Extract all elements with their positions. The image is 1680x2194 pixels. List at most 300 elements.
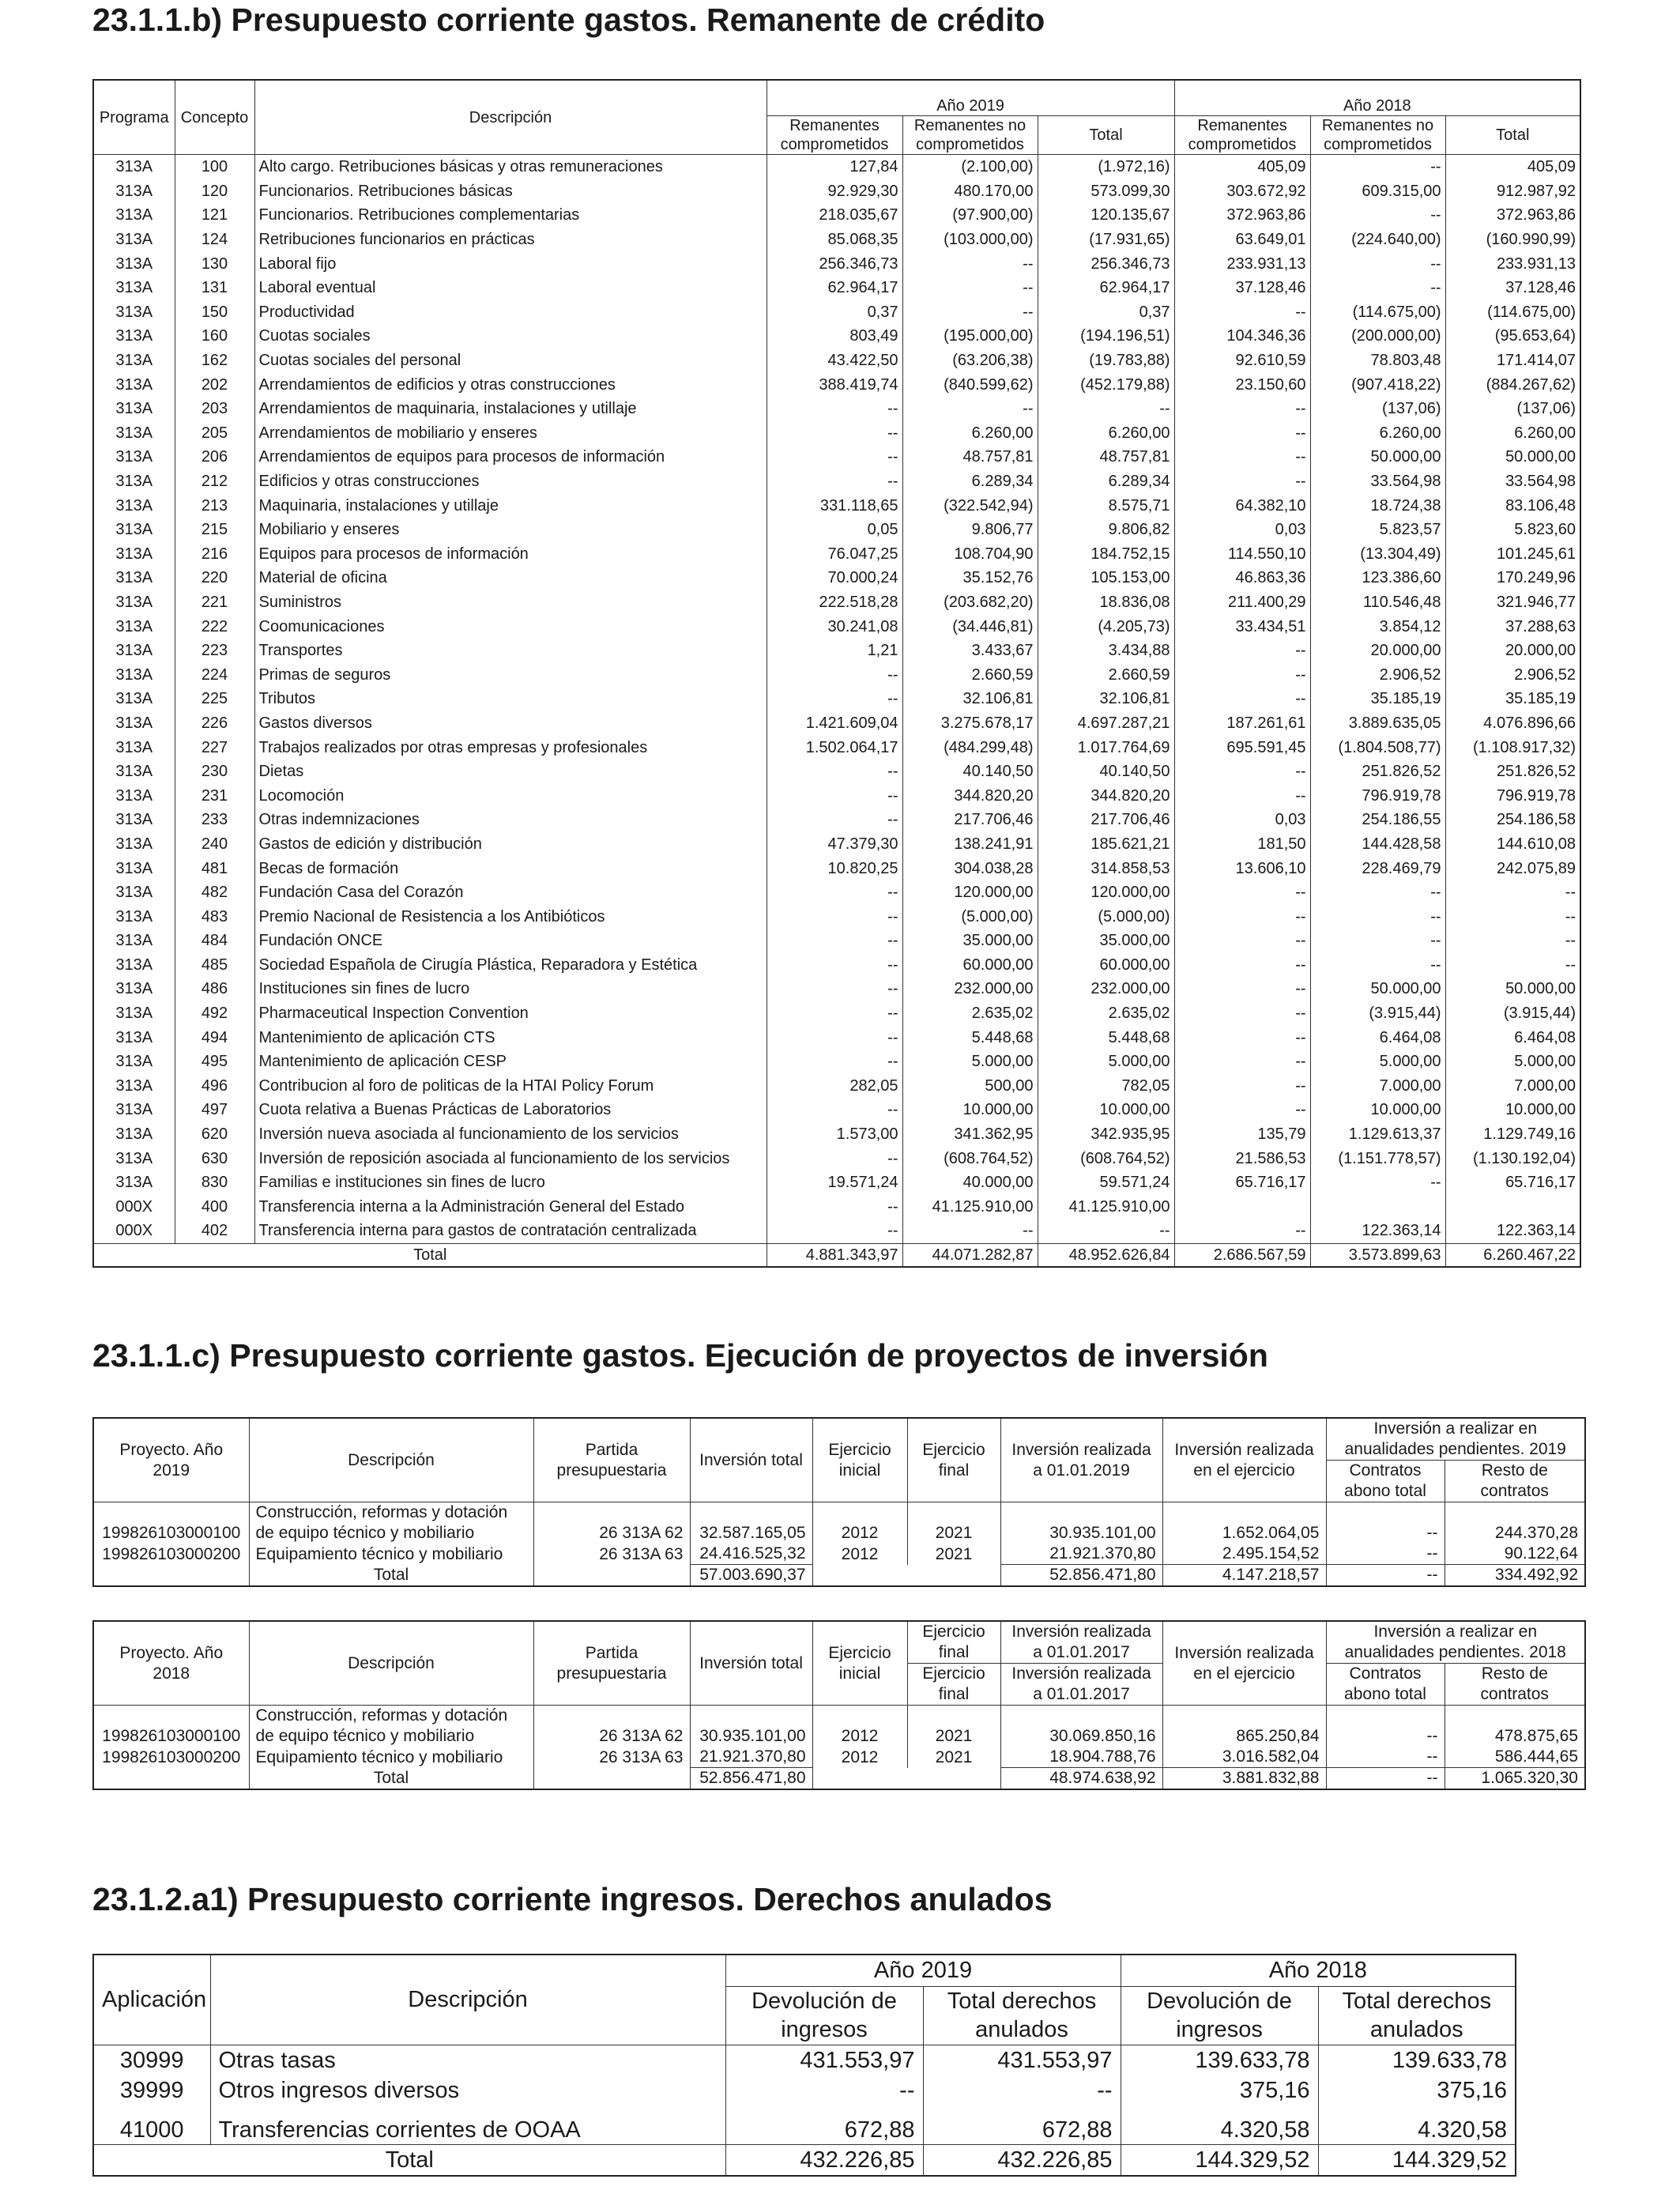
descripcion-cell: Cuotas sociales del personal	[254, 349, 767, 373]
total-realizada-a: 48.974.638,92	[1000, 1768, 1162, 1790]
header-total-anulados-2018: Total derechos anulados	[1318, 1986, 1516, 2045]
programa-cell: 313A	[115, 231, 153, 249]
total-2019-cell: 184.752,15	[1038, 542, 1174, 567]
header-ejercicio-inicial: Ejercicio inicial	[812, 1621, 907, 1706]
total-2018-cell: --	[1445, 904, 1580, 929]
descripcion-cell: Transferencia interna para gastos de contratación centralizada	[254, 1219, 767, 1243]
rem-comp-2019-cell: 62.964,17	[767, 276, 902, 300]
rem-comp-2019-cell: 331.118,65	[767, 493, 902, 518]
total-2019-cell: 5.000,00	[1038, 1050, 1174, 1074]
programa-cell: 313A	[115, 1149, 153, 1167]
descripcion-cell: Gastos de edición y distribución	[254, 832, 767, 857]
rem-no-comp-2019-cell: 40.000,00	[902, 1171, 1038, 1195]
total-2018-cell: 144.610,08	[1445, 832, 1580, 857]
rem-no-comp-2019-cell: 500,00	[902, 1074, 1038, 1099]
header-a-realizar: Inversión a realizar en anualidades pendientes. 2019	[1326, 1418, 1585, 1461]
partida-cell: 26 313A 63	[533, 1747, 690, 1768]
rem-comp-2019-cell: 10.820,25	[767, 856, 902, 880]
rem-comp-2018-cell: --	[1174, 1025, 1310, 1050]
devolucion-2019-cell: 672,88	[725, 2105, 923, 2144]
table-row	[93, 977, 1580, 1001]
total-2019-cell: 48.757,81	[1038, 445, 1174, 469]
concepto-cell: 203	[175, 397, 254, 421]
programa-cell: 313A	[115, 1076, 153, 1095]
concepto-cell: 223	[175, 639, 254, 663]
table-row	[93, 735, 1580, 760]
total-2018-cell: 233.931,13	[1445, 251, 1580, 276]
rem-no-comp-2018-cell: --	[1310, 1171, 1445, 1195]
rem-comp-2019-cell: --	[767, 421, 902, 446]
total-anulados-2019-cell: 431.553,97	[923, 2045, 1121, 2075]
programa-cell: 000X	[115, 1222, 153, 1240]
rem-no-comp-2019-cell: (840.599,62)	[902, 372, 1038, 397]
header-descripcion: Descripción	[210, 1955, 725, 2045]
programa-cell: 313A	[115, 932, 153, 950]
header-proyecto: Proyecto. Año 2018	[93, 1621, 249, 1706]
devolucion-2019-cell: 431.553,97	[725, 2045, 923, 2075]
total-2018-cell: 122.363,14	[1445, 1219, 1580, 1243]
rem-no-comp-2019-cell: 2.660,59	[902, 662, 1038, 687]
rem-no-comp-2018-cell: (1.804.508,77)	[1310, 735, 1445, 760]
realizada-ejercicio-cell: 865.250,84	[1162, 1706, 1326, 1747]
partida-cell: 26 313A 62	[533, 1706, 690, 1747]
concepto-cell: 131	[175, 276, 254, 300]
total-resto-contratos: 334.492,92	[1445, 1565, 1585, 1587]
header-year-2019: Año 2019	[725, 1955, 1121, 1986]
total-2019-cell: 0,37	[1038, 300, 1174, 325]
programa-cell: 313A	[115, 786, 153, 805]
rem-comp-2018-cell: 114.550,10	[1174, 542, 1310, 567]
total-2019-cell: (4.205,73)	[1038, 614, 1174, 639]
total-2018-cell: 20.000,00	[1445, 639, 1580, 663]
descripcion-cell: Arrendamientos de edificios y otras construcciones	[254, 372, 767, 397]
rem-comp-2018-cell: 63.649,01	[1174, 228, 1310, 252]
rem-no-comp-2018-cell: 6.260,00	[1310, 421, 1445, 446]
descripcion-cell: Premio Nacional de Resistencia a los Antibióticos	[254, 904, 767, 929]
total-2018-cell: (1.130.192,04)	[1445, 1146, 1580, 1171]
total-realizada-ejercicio: 4.147.218,57	[1162, 1565, 1326, 1587]
table-row	[93, 1747, 1585, 1768]
rem-no-comp-2018-cell: 3.889.635,05	[1310, 711, 1445, 736]
concepto-cell: 224	[175, 662, 254, 687]
rem-no-comp-2019-cell: (203.682,20)	[902, 590, 1038, 615]
header-rem-no-comp-2019: Remanentes no comprometidos	[902, 116, 1038, 155]
programa-cell: 313A	[115, 545, 153, 563]
total-2018-cell: 35.185,19	[1445, 687, 1580, 711]
table-row	[93, 1502, 1585, 1544]
rem-comp-2018-cell: --	[1174, 783, 1310, 808]
total-cell: 6.260.467,22	[1445, 1243, 1580, 1267]
rem-no-comp-2019-cell: --	[902, 397, 1038, 421]
descripcion-cell: Trabajos realizados por otras empresas y profesionales	[254, 735, 767, 760]
programa-cell: 313A	[115, 375, 153, 394]
table-row	[93, 518, 1580, 542]
table-row	[93, 856, 1580, 880]
table-row	[93, 1171, 1580, 1195]
table-row	[93, 1544, 1585, 1565]
total-2018-cell: (95.653,64)	[1445, 324, 1580, 349]
concepto-cell: 484	[175, 929, 254, 953]
rem-comp-2018-cell: --	[1174, 904, 1310, 929]
total-2019-cell: 105.153,00	[1038, 566, 1174, 590]
table-row	[93, 469, 1580, 494]
inversion-total-cell: 24.416.525,32	[690, 1544, 812, 1565]
concepto-cell: 215	[175, 518, 254, 542]
concepto-cell: 130	[175, 251, 254, 276]
programa-cell: 313A	[115, 158, 153, 176]
realizada-a-cell: 30.935.101,00	[1000, 1502, 1162, 1544]
rem-comp-2019-cell: --	[767, 397, 902, 421]
programa-cell: 313A	[115, 182, 153, 200]
rem-no-comp-2018-cell: (13.304,49)	[1310, 542, 1445, 567]
table-row	[93, 566, 1580, 590]
rem-no-comp-2018-cell: 254.186,55	[1310, 808, 1445, 832]
header-realizada-a: Inversión realizada a 01.01.2017	[1000, 1664, 1162, 1706]
concepto-cell: 120	[175, 179, 254, 204]
rem-no-comp-2018-cell: (224.640,00)	[1310, 228, 1445, 252]
total-row	[93, 1565, 1585, 1587]
header-descripcion: Descripción	[249, 1621, 533, 1706]
table-row	[93, 1050, 1580, 1074]
rem-no-comp-2018-cell: 110.546,48	[1310, 590, 1445, 615]
remanente-rows	[93, 155, 1580, 1244]
descripcion-cell: Otras tasas	[210, 2045, 725, 2075]
table-row	[93, 880, 1580, 905]
header-proyecto: Proyecto. Año 2019	[93, 1418, 249, 1502]
programa-cell: 313A	[115, 763, 153, 781]
total-2019-cell: 3.434,88	[1038, 639, 1174, 663]
concepto-cell: 124	[175, 228, 254, 252]
rem-no-comp-2019-cell: 344.820,20	[902, 783, 1038, 808]
proyectos-2019-table	[92, 1417, 1586, 1587]
total-2018-cell: 50.000,00	[1445, 977, 1580, 1001]
header-devolucion-2019: Devolución de ingresos	[725, 1986, 923, 2045]
concepto-cell: 486	[175, 977, 254, 1001]
table-row	[93, 1122, 1580, 1147]
header-total-2018: Total	[1445, 116, 1580, 155]
rem-comp-2018-cell: 104.346,36	[1174, 324, 1310, 349]
realizada-a-cell: 30.069.850,16	[1000, 1706, 1162, 1747]
programa-cell: 313A	[115, 714, 153, 732]
total-cell: 2.686.567,59	[1174, 1243, 1310, 1267]
rem-no-comp-2019-cell: --	[902, 276, 1038, 300]
total-2018-cell: 171.414,07	[1445, 349, 1580, 373]
table-row	[93, 251, 1580, 276]
programa-cell: 313A	[115, 303, 153, 321]
header-rem-no-comp-2018: Remanentes no comprometidos	[1310, 116, 1445, 155]
table-row	[93, 228, 1580, 252]
table-row	[93, 349, 1580, 373]
concepto-cell: 496	[175, 1074, 254, 1099]
total-anulados-2018-cell: 139.633,78	[1318, 2045, 1516, 2075]
programa-cell: 313A	[115, 448, 153, 466]
rem-comp-2019-cell: 0,05	[767, 518, 902, 542]
rem-comp-2018-cell: 135,79	[1174, 1122, 1310, 1147]
programa-cell: 313A	[115, 473, 153, 491]
rem-comp-2018-cell: 181,50	[1174, 832, 1310, 857]
descripcion-cell: Retribuciones funcionarios en prácticas	[254, 228, 767, 252]
descripcion-cell: Construcción, reformas y dotación de equipo técnico y mobiliario	[249, 1706, 533, 1747]
total-2019-cell: 40.140,50	[1038, 760, 1174, 784]
table-row	[93, 711, 1580, 736]
rem-comp-2018-cell: 233.931,13	[1174, 251, 1310, 276]
devolucion-2018-cell: 4.320,58	[1121, 2105, 1318, 2144]
rem-comp-2018-cell: 23.150,60	[1174, 372, 1310, 397]
total-2018-cell: 912.987,92	[1445, 179, 1580, 204]
rem-no-comp-2018-cell: --	[1310, 929, 1445, 953]
ejercicio-inicial-cell: 2012	[812, 1502, 907, 1544]
header-year-2018: Año 2018	[1174, 80, 1580, 116]
header-rem-comp-2018: Remanentes comprometidos	[1174, 116, 1310, 155]
rem-comp-2018-cell: --	[1174, 1074, 1310, 1099]
rem-no-comp-2018-cell: 1.129.613,37	[1310, 1122, 1445, 1147]
devolucion-2019-cell: --	[725, 2075, 923, 2105]
devolucion-2018-cell: 139.633,78	[1121, 2045, 1318, 2075]
table-row	[93, 687, 1580, 711]
rem-no-comp-2018-cell: 2.906,52	[1310, 662, 1445, 687]
rem-comp-2018-cell: 21.586,53	[1174, 1146, 1310, 1171]
rem-comp-2018-cell: 405,09	[1174, 155, 1310, 179]
rem-comp-2019-cell: --	[767, 687, 902, 711]
rem-no-comp-2019-cell: 120.000,00	[902, 880, 1038, 905]
programa-cell: 313A	[115, 980, 153, 998]
total-cell: 44.071.282,87	[902, 1243, 1038, 1267]
ejercicio-final-cell: 2021	[907, 1747, 1000, 1768]
concepto-cell: 482	[175, 880, 254, 905]
proyecto-cell: 199826103000200	[93, 1747, 249, 1768]
concepto-cell: 150	[175, 300, 254, 325]
rem-no-comp-2019-cell: (484.299,48)	[902, 735, 1038, 760]
concepto-cell: 213	[175, 493, 254, 518]
rem-no-comp-2019-cell: (103.000,00)	[902, 228, 1038, 252]
concepto-cell: 497	[175, 1098, 254, 1122]
header-resto-contratos: Resto de contratos	[1445, 1664, 1585, 1706]
total-2018-cell: 10.000,00	[1445, 1098, 1580, 1122]
rem-comp-2018-cell: --	[1174, 469, 1310, 494]
rem-no-comp-2018-cell: --	[1310, 251, 1445, 276]
descripcion-cell: Transportes	[254, 639, 767, 663]
descripcion-cell: Laboral fijo	[254, 251, 767, 276]
total-2018-cell: 321.946,77	[1445, 590, 1580, 615]
total-2018-cell: 5.823,60	[1445, 518, 1580, 542]
total-contratos-abono: --	[1326, 1768, 1445, 1790]
rem-comp-2019-cell: --	[767, 1050, 902, 1074]
total-2018-cell: --	[1445, 953, 1580, 978]
total-realizada-ejercicio: 3.881.832,88	[1162, 1768, 1326, 1790]
header-concepto: Concepto	[175, 80, 254, 155]
header-devolucion-2018: Devolución de ingresos	[1121, 1986, 1318, 2045]
descripcion-cell: Arrendamientos de maquinaria, instalaciones y utillaje	[254, 397, 767, 421]
rem-comp-2019-cell: --	[767, 760, 902, 784]
total-2018-cell: 101.245,61	[1445, 542, 1580, 567]
rem-no-comp-2018-cell: 251.826,52	[1310, 760, 1445, 784]
table-row	[93, 397, 1580, 421]
rem-comp-2019-cell: 19.571,24	[767, 1171, 902, 1195]
programa-cell: 313A	[115, 738, 153, 756]
concepto-cell: 233	[175, 808, 254, 832]
total-label: Total	[93, 2144, 725, 2176]
inversion-total-cell: 21.921.370,80	[690, 1747, 812, 1768]
total-row	[93, 2144, 1516, 2176]
rem-comp-2019-cell: --	[767, 1098, 902, 1122]
total-cell: 432.226,85	[923, 2144, 1121, 2176]
rem-no-comp-2019-cell: 5.448,68	[902, 1025, 1038, 1050]
table-row	[93, 760, 1580, 784]
concepto-cell: 162	[175, 349, 254, 373]
total-cell: 4.881.343,97	[767, 1243, 902, 1267]
descripcion-cell: Transferencias corrientes de OOAA	[210, 2105, 725, 2144]
programa-cell: 313A	[115, 1101, 153, 1119]
total-2019-cell: 344.820,20	[1038, 783, 1174, 808]
rem-no-comp-2019-cell: 6.289,34	[902, 469, 1038, 494]
programa-cell: 313A	[115, 400, 153, 418]
header-inversion-total: Inversión total	[690, 1621, 812, 1706]
rem-comp-2018-cell: 372.963,86	[1174, 203, 1310, 228]
total-2019-cell: 782,05	[1038, 1074, 1174, 1099]
table-row	[93, 2075, 1516, 2105]
programa-cell: 313A	[115, 859, 153, 877]
rem-no-comp-2018-cell: --	[1310, 904, 1445, 929]
total-2019-cell: 314.858,53	[1038, 856, 1174, 880]
header-a-realizar: Inversión a realizar en anualidades pendientes. 2018	[1326, 1621, 1585, 1664]
total-2019-cell: (194.196,51)	[1038, 324, 1174, 349]
rem-comp-2019-cell: 92.929,30	[767, 179, 902, 204]
total-cell: 48.952.626,84	[1038, 1243, 1174, 1267]
header-aplicacion: Aplicación	[93, 1955, 210, 2045]
table-row	[93, 639, 1580, 663]
rem-no-comp-2019-cell: 341.362,95	[902, 1122, 1038, 1147]
total-cell: 3.573.899,63	[1310, 1243, 1445, 1267]
resto-contratos-cell: 586.444,65	[1445, 1747, 1585, 1768]
header-ejercicio-inicial: Ejercicio inicial	[812, 1418, 907, 1502]
rem-no-comp-2018-cell: --	[1310, 953, 1445, 978]
total-2018-cell: 33.564,98	[1445, 469, 1580, 494]
total-2019-cell: 18.836,08	[1038, 590, 1174, 615]
rem-comp-2019-cell: 70.000,24	[767, 566, 902, 590]
total-2019-cell: 9.806,82	[1038, 518, 1174, 542]
descripcion-cell: Coomunicaciones	[254, 614, 767, 639]
table-row	[93, 542, 1580, 567]
programa-cell: 313A	[115, 1174, 153, 1192]
rem-comp-2018-cell: --	[1174, 880, 1310, 905]
rem-comp-2019-cell: --	[767, 808, 902, 832]
total-2019-cell: 120.135,67	[1038, 203, 1174, 228]
rem-no-comp-2019-cell: 3.433,67	[902, 639, 1038, 663]
rem-no-comp-2018-cell: (907.418,22)	[1310, 372, 1445, 397]
rem-comp-2018-cell: --	[1174, 662, 1310, 687]
table-row	[93, 324, 1580, 349]
rem-comp-2019-cell: 43.422,50	[767, 349, 902, 373]
rem-comp-2018-cell: 64.382,10	[1174, 493, 1310, 518]
total-2019-cell: (608.764,52)	[1038, 1146, 1174, 1171]
rem-comp-2018-cell: --	[1174, 1098, 1310, 1122]
descripcion-cell: Becas de formación	[254, 856, 767, 880]
total-2018-cell: 50.000,00	[1445, 445, 1580, 469]
concepto-cell: 227	[175, 735, 254, 760]
total-2018-cell: 251.826,52	[1445, 760, 1580, 784]
rem-comp-2019-cell: 222.518,28	[767, 590, 902, 615]
descripcion-cell: Laboral eventual	[254, 276, 767, 300]
total-2018-cell: (3.915,44)	[1445, 1001, 1580, 1026]
programa-cell: 313A	[115, 642, 153, 660]
rem-no-comp-2018-cell: 7.000,00	[1310, 1074, 1445, 1099]
rem-no-comp-2019-cell: 35.152,76	[902, 566, 1038, 590]
rem-no-comp-2018-cell: (200.000,00)	[1310, 324, 1445, 349]
total-anulados-2019-cell: --	[923, 2075, 1121, 2105]
rem-no-comp-2019-cell: 6.260,00	[902, 421, 1038, 446]
rem-no-comp-2018-cell: 796.919,78	[1310, 783, 1445, 808]
rem-comp-2018-cell: --	[1174, 760, 1310, 784]
rem-comp-2019-cell: 1.573,00	[767, 1122, 902, 1147]
total-2019-cell: 4.697.287,21	[1038, 711, 1174, 736]
descripcion-cell: Mobiliario y enseres	[254, 518, 767, 542]
rem-comp-2018-cell: 92.610,59	[1174, 349, 1310, 373]
programa-cell: 313A	[115, 884, 153, 902]
rem-comp-2018-cell: --	[1174, 953, 1310, 978]
rem-comp-2019-cell: --	[767, 1195, 902, 1220]
rem-no-comp-2019-cell: 5.000,00	[902, 1050, 1038, 1074]
programa-cell: 313A	[115, 352, 153, 370]
concepto-cell: 240	[175, 832, 254, 857]
rem-no-comp-2018-cell: 18.724,38	[1310, 493, 1445, 518]
rem-no-comp-2019-cell: --	[902, 1219, 1038, 1243]
total-2019-cell: 60.000,00	[1038, 953, 1174, 978]
rem-no-comp-2019-cell: (97.900,00)	[902, 203, 1038, 228]
proyectos-2018-table	[92, 1620, 1586, 1790]
resto-contratos-cell: 244.370,28	[1445, 1502, 1585, 1544]
rem-comp-2018-cell: --	[1174, 1001, 1310, 1026]
header-resto-contratos: Resto de contratos	[1445, 1461, 1585, 1502]
total-2019-cell: 120.000,00	[1038, 880, 1174, 905]
descripcion-cell: Material de oficina	[254, 566, 767, 590]
rem-comp-2018-cell: --	[1174, 445, 1310, 469]
rem-no-comp-2019-cell: 304.038,28	[902, 856, 1038, 880]
descripcion-cell: Pharmaceutical Inspection Convention	[254, 1001, 767, 1026]
table-row	[93, 1074, 1580, 1099]
rem-no-comp-2019-cell: 35.000,00	[902, 929, 1038, 953]
descripcion-cell: Equipamiento técnico y mobiliario	[249, 1544, 533, 1565]
rem-no-comp-2019-cell: 9.806,77	[902, 518, 1038, 542]
rem-no-comp-2019-cell: 41.125.910,00	[902, 1195, 1038, 1220]
rem-no-comp-2018-cell: 10.000,00	[1310, 1098, 1445, 1122]
descripcion-cell: Construcción, reformas y dotación de equipo técnico y mobiliario	[249, 1502, 533, 1544]
header-partida: Partida presupuestaria	[533, 1418, 690, 1502]
programa-cell: 313A	[115, 1125, 153, 1144]
programa-cell: 313A	[115, 521, 153, 539]
descripcion-cell: Cuota relativa a Buenas Prácticas de Laboratorios	[254, 1098, 767, 1122]
rem-comp-2019-cell: 388.419,74	[767, 372, 902, 397]
total-2018-cell: 37.128,46	[1445, 276, 1580, 300]
rem-no-comp-2018-cell: 5.823,57	[1310, 518, 1445, 542]
descripcion-cell: Transferencia interna a la Administración General del Estado	[254, 1195, 767, 1220]
total-resto-contratos: 1.065.320,30	[1445, 1768, 1585, 1790]
rem-comp-2018-cell: 187.261,61	[1174, 711, 1310, 736]
header-programa: Programa	[93, 80, 175, 155]
total-cell: 432.226,85	[725, 2144, 923, 2176]
rem-no-comp-2018-cell: (137,06)	[1310, 397, 1445, 421]
rem-no-comp-2019-cell: 3.275.678,17	[902, 711, 1038, 736]
rem-no-comp-2019-cell: (63.206,38)	[902, 349, 1038, 373]
table-row	[93, 1219, 1580, 1243]
rem-no-comp-2019-cell: 480.170,00	[902, 179, 1038, 204]
rem-comp-2018-cell: 0,03	[1174, 518, 1310, 542]
programa-cell: 313A	[115, 617, 153, 635]
table-row	[93, 1098, 1580, 1122]
descripcion-cell: Mantenimiento de aplicación CESP	[254, 1050, 767, 1074]
rem-no-comp-2018-cell: 609.315,00	[1310, 179, 1445, 204]
rem-comp-2019-cell: 1.502.064,17	[767, 735, 902, 760]
total-2019-cell: --	[1038, 397, 1174, 421]
